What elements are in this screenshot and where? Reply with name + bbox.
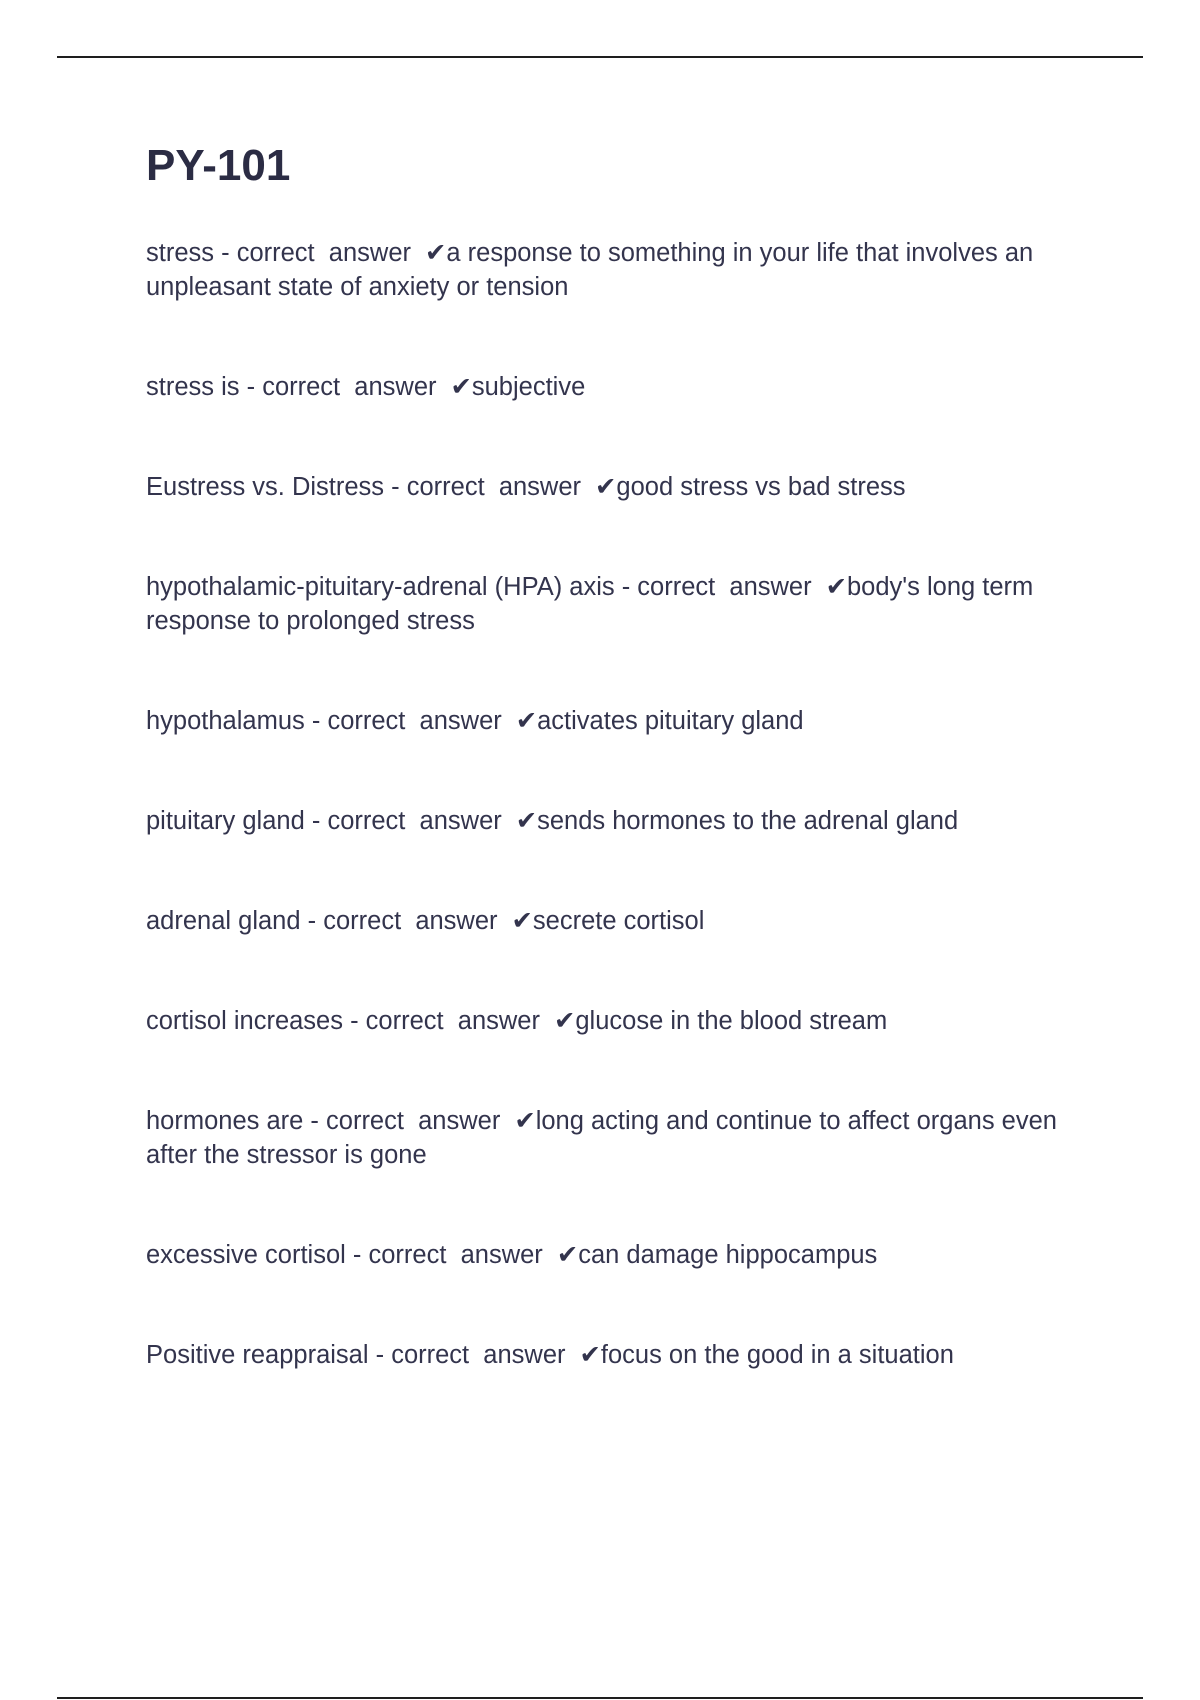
qa-item: hormones are - correct answer ✔long acting and continue to affect organs even after the stressor is gone xyxy=(146,1106,1057,1169)
checkmark-icon: ✔ xyxy=(825,572,847,601)
qa-term: adrenal gland xyxy=(146,906,301,935)
checkmark-icon: ✔ xyxy=(514,1106,536,1135)
checkmark-icon: ✔ xyxy=(579,1340,601,1369)
qa-term: stress is xyxy=(146,372,240,401)
qa-answer: focus on the good in a situation xyxy=(600,1340,954,1369)
checkmark-icon: ✔ xyxy=(511,906,533,935)
qa-item: adrenal gland - correct answer ✔secrete cortisol xyxy=(146,906,705,935)
qa-item: hypothalamic-pituitary-adrenal (HPA) axis - correct answer ✔body's long term response to prolonged stress xyxy=(146,572,1034,635)
qa-answer: long acting and continue to affect organs even after the stressor is gone xyxy=(146,1106,1057,1169)
qa-correct-answer-marker: correct answer xyxy=(262,372,437,401)
qa-answer: subjective xyxy=(471,372,586,401)
qa-item: excessive cortisol - correct answer ✔can damage hippocampus xyxy=(146,1240,878,1269)
checkmark-icon: ✔ xyxy=(515,706,538,735)
qa-correct-answer-marker: correct answer xyxy=(391,1340,566,1369)
document-body xyxy=(146,140,1066,1438)
qa-term: hypothalamic-pituitary-adrenal (HPA) axis xyxy=(146,572,615,601)
checkmark-icon: ✔ xyxy=(595,472,617,501)
checkmark-icon: ✔ xyxy=(556,1240,579,1269)
qa-correct-answer-marker: correct answer xyxy=(236,238,411,267)
qa-term: Positive reappraisal xyxy=(146,1340,369,1369)
qa-correct-answer-marker: correct answer xyxy=(637,572,812,601)
bottom-rule xyxy=(57,1697,1143,1699)
qa-answer: a response to something in your life that involves an unpleasant state of anxiety or tension xyxy=(146,238,1034,301)
qa-answer: can damage hippocampus xyxy=(578,1240,878,1269)
qa-answer: activates pituitary gland xyxy=(537,706,804,735)
qa-correct-answer-marker: correct answer xyxy=(323,906,498,935)
top-rule xyxy=(57,56,1143,58)
qa-term: hormones are xyxy=(146,1106,304,1135)
qa-term: stress xyxy=(146,238,215,267)
qa-answer: sends hormones to the adrenal gland xyxy=(537,806,959,835)
qa-answer: glucose in the blood stream xyxy=(575,1006,888,1035)
checkmark-icon: ✔ xyxy=(515,806,538,835)
qa-answer: secrete cortisol xyxy=(532,906,705,935)
qa-correct-answer-marker: correct answer xyxy=(327,806,502,835)
checkmark-icon: ✔ xyxy=(450,372,472,401)
qa-item: hypothalamus - correct answer ✔activates pituitary gland xyxy=(146,706,804,735)
qa-correct-answer-marker: correct answer xyxy=(365,1006,540,1035)
qa-term: cortisol increases xyxy=(146,1006,343,1035)
checkmark-icon: ✔ xyxy=(553,1006,576,1035)
qa-item: Eustress vs. Distress - correct answer ✔good stress vs bad stress xyxy=(146,472,906,501)
qa-term: Eustress vs. Distress xyxy=(146,472,385,501)
qa-item: Positive reappraisal - correct answer ✔focus on the good in a situation xyxy=(146,1340,954,1369)
qa-item: stress - correct answer ✔a response to something in your life that involves an unpleasant state of anxiety or tension xyxy=(146,238,1034,301)
qa-correct-answer-marker: correct answer xyxy=(368,1240,543,1269)
qa-list xyxy=(146,236,1066,1372)
page-title: PY-101 xyxy=(146,141,291,190)
qa-item: cortisol increases - correct answer ✔glucose in the blood stream xyxy=(146,1006,888,1035)
qa-correct-answer-marker: correct answer xyxy=(327,706,502,735)
qa-correct-answer-marker: correct answer xyxy=(406,472,582,501)
qa-answer: good stress vs bad stress xyxy=(616,472,906,501)
qa-item: pituitary gland - correct answer ✔sends hormones to the adrenal gland xyxy=(146,806,959,835)
qa-term: excessive cortisol xyxy=(146,1240,346,1269)
qa-term: pituitary gland xyxy=(146,806,305,835)
qa-correct-answer-marker: correct answer xyxy=(326,1106,501,1135)
qa-term: hypothalamus xyxy=(146,706,305,735)
qa-item: stress is - correct answer ✔subjective xyxy=(146,372,586,401)
checkmark-icon: ✔ xyxy=(425,238,447,267)
qa-answer: body's long term response to prolonged stress xyxy=(146,572,1034,635)
